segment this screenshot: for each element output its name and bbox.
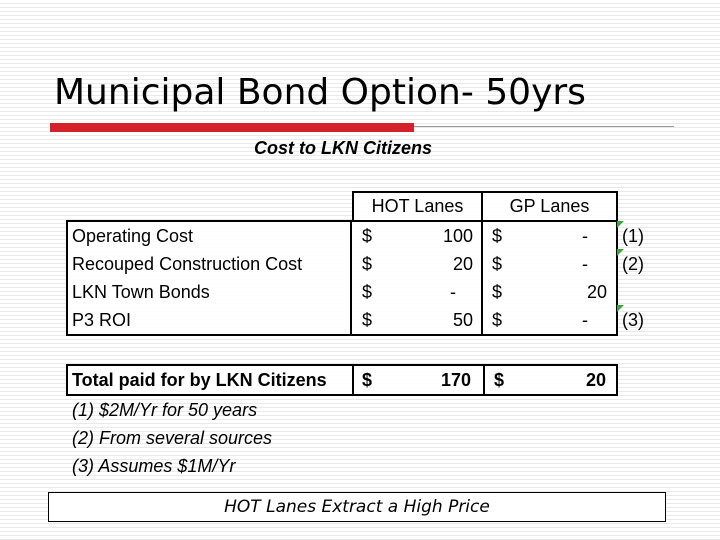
- currency-symbol: $: [494, 370, 505, 390]
- slide-title: Municipal Bond Option- 50yrs: [54, 72, 586, 113]
- gp-lanes-value: -: [582, 310, 588, 330]
- currency-symbol: $: [362, 226, 373, 246]
- column-header-hot-lanes: HOT Lanes: [352, 191, 483, 222]
- currency-symbol: $: [362, 310, 373, 330]
- row-label: P3 ROI: [72, 310, 132, 330]
- currency-symbol: $: [362, 370, 373, 390]
- table-caption: Cost to LKN Citizens: [254, 138, 432, 158]
- note-reference: (1): [622, 226, 644, 246]
- footnote: (1) $2M/Yr for 50 years: [72, 400, 258, 420]
- hot-lanes-value: 50: [452, 310, 473, 330]
- gp-lanes-value: -: [582, 226, 588, 246]
- table-divider: [483, 364, 485, 396]
- note-reference: (3): [622, 310, 644, 330]
- row-label: Operating Cost: [72, 226, 194, 246]
- title-accent-bar: [50, 123, 414, 132]
- note-reference: (2): [622, 254, 644, 274]
- footnote: (2) From several sources: [72, 428, 273, 448]
- currency-symbol: $: [492, 254, 503, 274]
- currency-symbol: $: [492, 282, 503, 302]
- row-label: Recouped Construction Cost: [72, 254, 303, 274]
- banner-caption: HOT Lanes Extract a High Price: [48, 492, 666, 522]
- table-divider: [350, 220, 352, 336]
- total-gp-lanes-value: 20: [585, 370, 606, 390]
- currency-symbol: $: [492, 226, 503, 246]
- gp-lanes-value: -: [582, 254, 588, 274]
- gp-lanes-value: 20: [586, 282, 607, 302]
- column-header-gp-lanes: GP Lanes: [481, 191, 618, 222]
- total-label: Total paid for by LKN Citizens: [72, 370, 327, 390]
- currency-symbol: $: [492, 310, 503, 330]
- footnote: (3) Assumes $1M/Yr: [72, 456, 236, 476]
- currency-symbol: $: [362, 282, 373, 302]
- row-label: LKN Town Bonds: [72, 282, 210, 302]
- table-divider: [352, 364, 354, 396]
- currency-symbol: $: [362, 254, 373, 274]
- hot-lanes-value: -: [450, 282, 456, 302]
- hot-lanes-value: 20: [452, 254, 473, 274]
- hot-lanes-value: 100: [442, 226, 473, 246]
- table-divider: [481, 220, 483, 336]
- title-divider: [414, 126, 674, 127]
- total-hot-lanes-value: 170: [440, 370, 471, 390]
